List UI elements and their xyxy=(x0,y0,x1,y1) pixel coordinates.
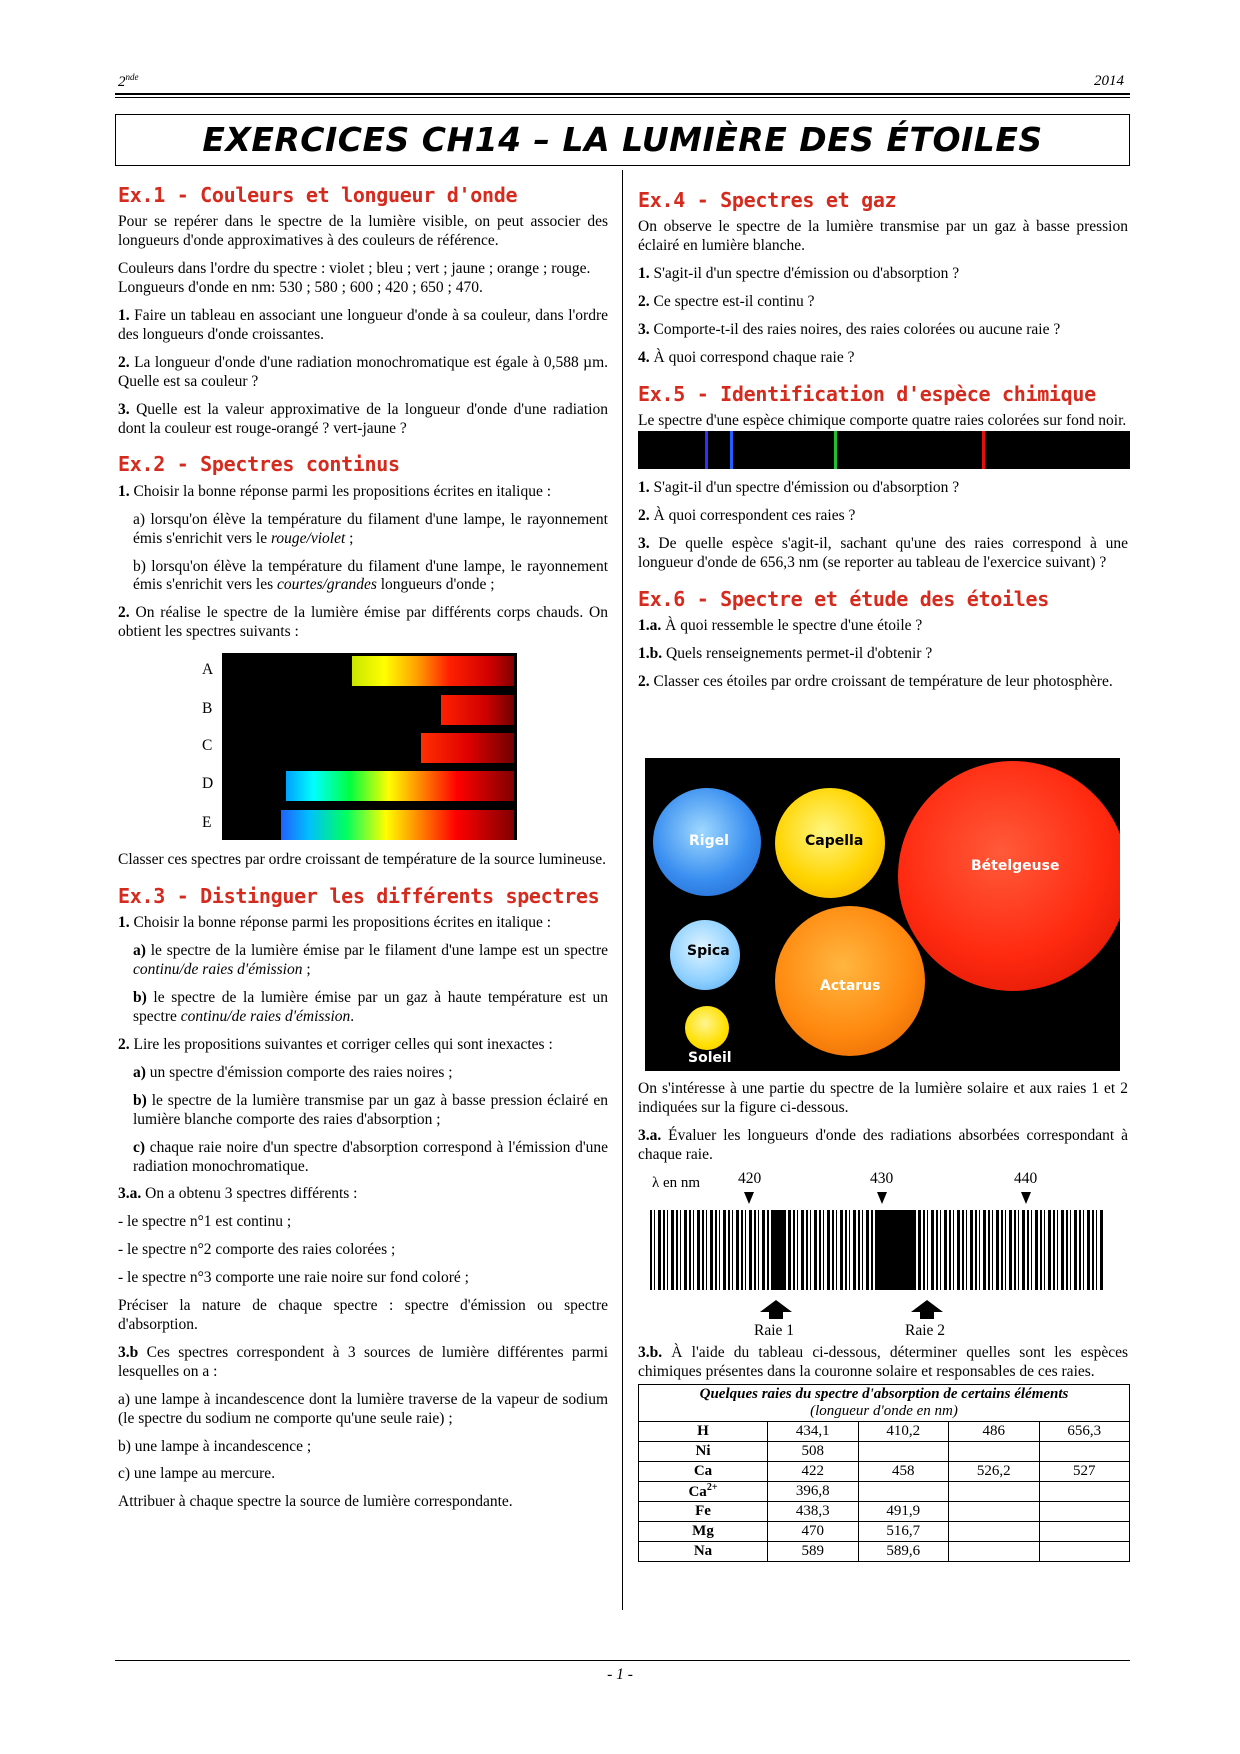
ex3-q1-num: 1. xyxy=(118,914,130,932)
ex3-q3b-text: Ces spectres correspondent à 3 sources de lumière différentes parmi lesquelles on a : xyxy=(118,1343,608,1380)
wavelength-cell xyxy=(949,1481,1040,1501)
wavelength-cell xyxy=(949,1522,1040,1542)
ex5-q3-text: De quelle espèce s'agit-il, sachant qu'une des raies correspond à une longueur d'onde de 656,3 nm (se reporter au tableau de l'exercice suivant) ? xyxy=(638,534,1128,571)
ex3-q1 xyxy=(118,914,608,933)
ex4-q1-num: 1. xyxy=(638,265,650,283)
tick-marker-420 xyxy=(744,1192,754,1204)
ex1-q3 xyxy=(118,401,608,439)
spectrum-b xyxy=(441,695,514,725)
table-row xyxy=(639,1502,1130,1522)
star-label-spica: Spica xyxy=(687,943,730,959)
element-symbol-text: Fe xyxy=(695,1503,711,1520)
ex2-q2 xyxy=(118,604,608,642)
ex6-q2-text: Classer ces étoiles par ordre croissant de température de leur photosphère. xyxy=(653,672,1113,690)
table-title: Quelques raies du spectre d'absorption de certains éléments xyxy=(699,1386,1069,1403)
ex3-l3: - le spectre n°3 comporte une raie noire sur fond coloré ; xyxy=(118,1269,469,1287)
wavelength-cell: 422 xyxy=(768,1461,859,1481)
table-title-row xyxy=(639,1384,1130,1421)
ex6-q2 xyxy=(638,673,1128,692)
ex3-q2c xyxy=(118,1139,608,1177)
header-rule-thin xyxy=(115,97,1130,98)
ex3-q2a-lbl: a) xyxy=(133,1063,146,1081)
ex2-a-post: ; xyxy=(345,529,354,547)
ex3-a-italic: continu/de raies d'émission xyxy=(133,961,303,979)
ex3-q3a-num: 3.a. xyxy=(118,1185,142,1203)
emission-line-red xyxy=(982,431,985,469)
ex3-b-lbl: b) xyxy=(133,989,147,1007)
ex5-q1-text: S'agit-il d'un spectre d'émission ou d'absorption ? xyxy=(653,479,960,497)
ex1-q1-text: Faire un tableau en associant une longueur d'onde à sa couleur, dans l'ordre des longueurs d'onde croissantes. xyxy=(118,307,609,343)
ex3-b xyxy=(118,989,608,1027)
ex1-q3-text: Quelle est la valeur approximative de la longueur d'onde d'une radiation dont la couleur est rouge-orangé ? vert-jaune ? xyxy=(118,400,608,437)
ex3-q2-text: Lire les propositions suivantes et corriger celles qui sont inexactes : xyxy=(133,1036,553,1054)
ex4-q3 xyxy=(638,321,1128,340)
element-symbol-text: Ni xyxy=(695,1443,711,1460)
emission-line-violet xyxy=(705,431,708,469)
ex1-q2 xyxy=(118,354,608,392)
left-column xyxy=(118,183,608,1521)
element-symbol xyxy=(639,1421,768,1441)
page-title: EXERCICES CH14 – LA LUMIÈRE DES ÉTOILES xyxy=(202,120,1043,159)
ex2-q1-num: 1. xyxy=(118,482,130,500)
ex5-q3-num: 3. xyxy=(638,534,650,552)
ex3-q2c-lbl: c) xyxy=(133,1138,146,1156)
raie1-label: Raie 1 xyxy=(754,1322,795,1339)
ex3-b-italic: continu/de raies d'émission xyxy=(180,1008,351,1026)
ex5-q2-num: 2. xyxy=(638,507,650,525)
ex6-q3a xyxy=(638,1127,1128,1165)
ex4-q3-num: 3. xyxy=(638,321,650,339)
ex6-q1b xyxy=(638,645,1128,664)
ex5-q2-text: À quoi correspondent ces raies ? xyxy=(653,507,856,525)
ex6-q1a-text: À quoi ressemble le spectre d'une étoile ? xyxy=(665,617,923,635)
ex2-b-italic: courtes/grandes xyxy=(276,576,377,594)
right-column xyxy=(638,188,1128,701)
ex1-q2-num: 2. xyxy=(118,353,130,371)
page-number: - 1 - xyxy=(607,1666,633,1683)
spectrum-label-e: E xyxy=(202,814,212,832)
star-label-capella: Capella xyxy=(805,833,864,849)
star-soleil xyxy=(685,1006,729,1050)
ex3-q3b xyxy=(118,1344,608,1382)
table-row xyxy=(639,1421,1130,1441)
ex3-q3a xyxy=(118,1185,608,1204)
ex4-q2 xyxy=(638,293,1128,312)
wavelength-cell: 396,8 xyxy=(768,1481,859,1501)
ex6-q3b xyxy=(638,1344,1128,1382)
ex3-a-post: ; xyxy=(302,961,311,979)
table-row xyxy=(639,1461,1130,1481)
ex4-q1 xyxy=(638,265,1128,284)
ex2-b xyxy=(118,558,608,596)
ex6-q3b-text: À l'aide du tableau ci-dessous, déterminer quelles sont les espèces chimiques présentes dans la couronne solaire et responsables de ces raies. xyxy=(638,1344,1129,1380)
element-symbol xyxy=(639,1441,768,1461)
wavelength-cell xyxy=(949,1502,1040,1522)
element-symbol xyxy=(639,1502,768,1522)
ex3-q2b-text: le spectre de la lumière transmise par un gaz à basse pression éclairé en lumière blanche comporte des raies d'absorption ; xyxy=(133,1091,608,1128)
element-symbol xyxy=(639,1522,768,1542)
wavelength-cell: 491,9 xyxy=(858,1502,949,1522)
element-symbol xyxy=(639,1542,768,1562)
ex2-q2-text: On réalise le spectre de la lumière émise par différents corps chauds. On obtient les spectres suivants : xyxy=(118,604,609,641)
ex1-q2-text: La longueur d'onde d'une radiation monochromatique est égale à 0,588 µm. Quelle est sa couleur ? xyxy=(118,353,609,390)
element-symbol-text: Ca xyxy=(693,1463,713,1480)
ex6-q3a-text: Évaluer les longueurs d'onde des radiations absorbées correspondant à chaque raie. xyxy=(638,1126,1129,1163)
ex6-q3a-num: 3.a. xyxy=(638,1126,662,1144)
ex3-q2c-text: chaque raie noire d'un spectre d'absorption correspond à l'émission d'une radiation monochromatique. xyxy=(133,1138,608,1175)
wavelength-cell: 516,7 xyxy=(858,1522,949,1542)
star-label-soleil: Soleil xyxy=(688,1050,732,1066)
wavelength-cell xyxy=(858,1441,949,1461)
ex5-intro: Le spectre d'une espèce chimique comporte quatre raies colorées sur fond noir. xyxy=(638,412,1127,430)
ex6-solar: On s'intéresse à une partie du spectre de la lumière solaire et aux raies 1 et 2 indiquées sur la figure ci-dessous. xyxy=(638,1080,1128,1116)
header-level xyxy=(118,72,139,91)
wavelength-cell: 508 xyxy=(768,1441,859,1461)
tick-430: 430 xyxy=(870,1170,894,1187)
element-symbol-text: Na xyxy=(693,1543,713,1560)
wavelength-cell xyxy=(1039,1542,1130,1562)
star-betelgeuse xyxy=(898,761,1120,991)
wavelength-cell: 470 xyxy=(768,1522,859,1542)
header-level-main: 2 xyxy=(118,74,126,90)
ex1-intro: Pour se repérer dans le spectre de la lumière visible, on peut associer des longueurs d'onde approximatives à des couleurs de référence. xyxy=(118,213,608,250)
spectrum-label-c: C xyxy=(202,737,213,755)
ex4-q3-text: Comporte-t-il des raies noires, des raies colorées ou aucune raie ? xyxy=(653,321,1061,339)
emission-line-blue xyxy=(730,431,733,469)
ex5-q1-num: 1. xyxy=(638,479,650,497)
ex5-q1 xyxy=(638,479,1128,498)
emission-line-green xyxy=(834,431,837,469)
ex5-q3 xyxy=(638,535,1128,573)
ex3-source-a: a) une lampe à incandescence dont la lumière traverse de la vapeur de sodium (le spectre du sodium ne comporte qu'une seule raie) ; xyxy=(118,1390,608,1427)
ex3-source-b: b) une lampe à incandescence ; xyxy=(118,1437,312,1455)
ex1-q1 xyxy=(118,307,608,345)
stars-image xyxy=(645,758,1120,1071)
ex6-q1b-num: 1.b. xyxy=(638,645,663,663)
ex2-b-post: longueurs d'onde ; xyxy=(376,576,495,594)
ex6-title: Ex.6 - Spectre et étude des étoiles xyxy=(638,586,1049,611)
ex2-after: Classer ces spectres par ordre croissant de température de la source lumineuse. xyxy=(118,851,607,869)
wavelength-cell xyxy=(858,1481,949,1501)
dark-band-2 xyxy=(876,1210,916,1290)
ex1-colors: Couleurs dans l'ordre du spectre : violet ; bleu ; vert ; jaune ; orange ; rouge. xyxy=(118,260,591,278)
ex6-q2-num: 2. xyxy=(638,672,650,690)
ex3-q3b-num: 3.b xyxy=(118,1343,139,1361)
ex4-title: Ex.4 - Spectres et gaz xyxy=(638,188,897,212)
star-label-betelgeuse: Bételgeuse xyxy=(971,858,1060,874)
emission-spectrum xyxy=(638,431,1130,469)
wavelength-cell xyxy=(949,1542,1040,1562)
table-row xyxy=(639,1522,1130,1542)
ex2-q1 xyxy=(118,483,608,502)
table-row xyxy=(639,1542,1130,1562)
column-divider xyxy=(622,170,623,1610)
ex6-q3b-num: 3.b. xyxy=(638,1344,663,1361)
ex3-q2a xyxy=(118,1064,608,1083)
ex2-a xyxy=(118,511,608,549)
ex3-q2-num: 2. xyxy=(118,1036,130,1054)
element-symbol-text: Mg xyxy=(692,1523,714,1540)
ex3-attr: Attribuer à chaque spectre la source de lumière correspondante. xyxy=(118,1493,513,1511)
element-symbol-text: H xyxy=(697,1423,709,1440)
right-column-bottom xyxy=(638,1344,1128,1562)
ex1-q1-num: 1. xyxy=(118,307,130,325)
spectrum-label-b: B xyxy=(202,700,213,718)
raie2-label: Raie 2 xyxy=(905,1322,946,1339)
ex3-source-c: c) une lampe au mercure. xyxy=(118,1465,276,1483)
star-label-rigel: Rigel xyxy=(689,833,729,849)
ex3-q3a-text: On a obtenu 3 spectres différents : xyxy=(145,1185,358,1203)
ex2-b-pre: b) lorsqu'on élève la température du filament d'une lampe, le rayonnement émis s'enrichit vers les xyxy=(133,557,608,594)
wavelength-cell xyxy=(1039,1502,1130,1522)
ex2-a-pre: a) lorsqu'on élève la température du filament d'une lampe, le rayonnement émis s'enrichit vers le xyxy=(133,510,608,547)
ex3-a xyxy=(118,942,608,980)
ex3-l2: - le spectre n°2 comporte des raies colorées ; xyxy=(118,1241,396,1259)
ex2-a-italic: rouge/violet xyxy=(270,529,346,547)
spectrum-a xyxy=(352,656,514,686)
page-title-box xyxy=(115,114,1130,166)
table-body xyxy=(639,1421,1130,1561)
ex3-q1-text: Choisir la bonne réponse parmi les propositions écrites en italique : xyxy=(133,914,552,932)
footer-rule xyxy=(115,1660,1130,1661)
ex4-intro: On observe le spectre de la lumière transmise par un gaz à basse pression éclairé en lumière blanche. xyxy=(638,218,1128,255)
ex3-b-pre: le spectre de la lumière émise par un gaz à haute température est un spectre xyxy=(133,989,608,1026)
wavelength-cell xyxy=(1039,1522,1130,1542)
table-title-cell xyxy=(639,1384,1130,1421)
right-column-lower xyxy=(638,1080,1128,1174)
table-row xyxy=(639,1441,1130,1461)
ex1-q3-num: 3. xyxy=(118,400,130,418)
ex3-title: Ex.3 - Distinguer les différents spectres xyxy=(118,884,600,909)
ex2-title: Ex.2 - Spectres continus xyxy=(118,452,400,477)
absorption-table xyxy=(638,1384,1130,1562)
wavelength-cell: 410,2 xyxy=(858,1421,949,1441)
ex1-lengths: Longueurs d'onde en nm: 530 ; 580 ; 600 ; 420 ; 650 ; 470. xyxy=(118,279,483,297)
element-symbol-text: Ca xyxy=(688,1483,707,1500)
header-level-sup: nde xyxy=(125,72,139,82)
table-subtitle: (longueur d'onde en nm) xyxy=(810,1402,958,1419)
wavelength-cell: 656,3 xyxy=(1039,1421,1130,1441)
wavelength-cell: 589,6 xyxy=(858,1542,949,1562)
ex4-q4 xyxy=(638,349,1128,368)
spectrum-e xyxy=(281,810,514,840)
ex3-q2 xyxy=(118,1036,608,1055)
element-charge: 2+ xyxy=(706,1481,718,1493)
star-label-actarus: Actarus xyxy=(820,978,881,994)
spectrum-d xyxy=(286,771,514,801)
wavelength-cell: 526,2 xyxy=(949,1461,1040,1481)
table-row xyxy=(639,1481,1130,1501)
wavelength-cell: 589 xyxy=(768,1542,859,1562)
header-year: 2014 xyxy=(1094,73,1124,89)
ex4-q2-text: Ce spectre est-il continu ? xyxy=(653,293,815,311)
ex6-q1b-text: Quels renseignements permet-il d'obtenir ? xyxy=(666,645,933,663)
ex5-title: Ex.5 - Identification d'espèce chimique xyxy=(638,381,1096,406)
wavelength-cell: 486 xyxy=(949,1421,1040,1441)
ex6-q1a xyxy=(638,617,1128,636)
ex5-q2 xyxy=(638,507,1128,526)
ex4-q4-num: 4. xyxy=(638,348,650,366)
ex4-q2-num: 2. xyxy=(638,293,650,311)
ex4-q4-text: À quoi correspond chaque raie ? xyxy=(653,348,855,366)
ex2-q2-num: 2. xyxy=(118,604,130,622)
wavelength-cell: 438,3 xyxy=(768,1502,859,1522)
wavelength-cell xyxy=(1039,1481,1130,1501)
spectrum-c xyxy=(421,733,514,763)
solar-spectrum-figure xyxy=(648,1170,1118,1340)
ex3-a-lbl: a) xyxy=(133,942,146,960)
raie1-arrow-stem xyxy=(769,1311,783,1319)
wavelength-cell: 458 xyxy=(858,1461,949,1481)
tick-marker-430 xyxy=(877,1192,887,1204)
ex3-b-post: . xyxy=(350,1008,355,1026)
wavelength-cell: 527 xyxy=(1039,1461,1130,1481)
continuous-spectra-figure xyxy=(118,651,608,843)
ex6-q1a-num: 1.a. xyxy=(638,617,662,635)
lambda-label: λ en nm xyxy=(652,1175,701,1191)
header-rule xyxy=(115,93,1130,95)
element-symbol xyxy=(639,1461,768,1481)
wavelength-cell xyxy=(1039,1441,1130,1461)
ex3-prec: Préciser la nature de chaque spectre : spectre d'émission ou spectre d'absorption. xyxy=(118,1297,608,1333)
ex4-q1-text: S'agit-il d'un spectre d'émission ou d'absorption ? xyxy=(653,265,960,283)
ex3-q2b xyxy=(118,1092,608,1130)
ex3-q2b-lbl: b) xyxy=(133,1091,147,1109)
ex3-a-pre: le spectre de la lumière émise par le filament d'une lampe est un spectre xyxy=(145,942,608,960)
spectrum-label-d: D xyxy=(202,775,214,793)
ex1-title: Ex.1 - Couleurs et longueur d'onde xyxy=(118,183,518,207)
tick-420: 420 xyxy=(738,1170,762,1187)
tick-marker-440 xyxy=(1021,1192,1031,1204)
ex2-q1-text: Choisir la bonne réponse parmi les propositions écrites en italique : xyxy=(133,482,552,500)
ex3-q2a-text: un spectre d'émission comporte des raies noires ; xyxy=(145,1063,453,1081)
raie2-arrow-stem xyxy=(920,1311,934,1319)
element-symbol xyxy=(639,1481,768,1501)
wavelength-cell xyxy=(949,1441,1040,1461)
wavelength-cell: 434,1 xyxy=(768,1421,859,1441)
dark-band-1 xyxy=(772,1210,786,1290)
spectrum-label-a: A xyxy=(202,661,214,679)
ex3-l1: - le spectre n°1 est continu ; xyxy=(118,1213,292,1231)
tick-440: 440 xyxy=(1014,1170,1038,1187)
